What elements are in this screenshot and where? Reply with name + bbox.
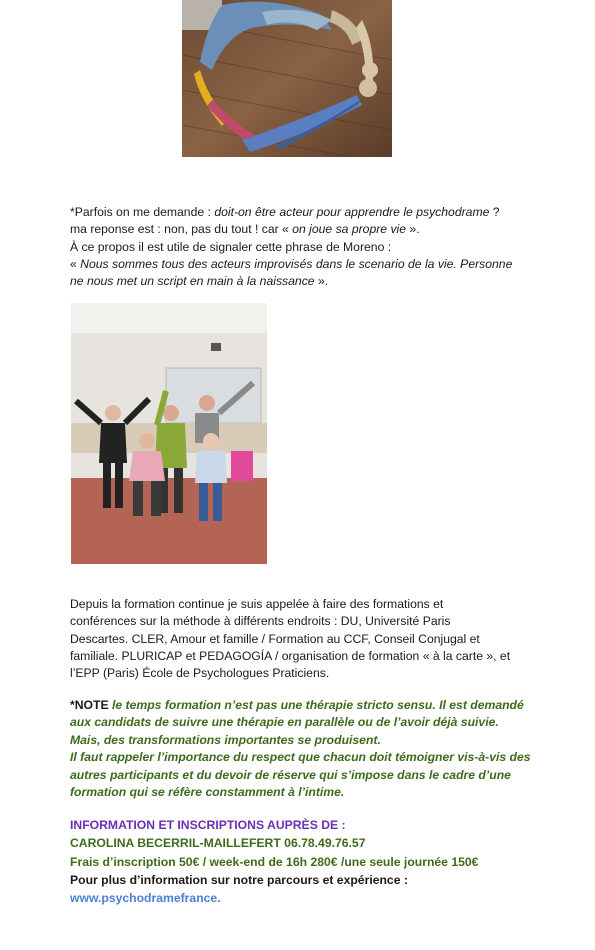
photo-ties-on-floor	[182, 0, 392, 157]
more-info-line: Pour plus d’information sur notre parcours et expérience :	[70, 872, 408, 887]
fees-line: Frais d’inscription 50€ / week-end de 16h 280€ /une seule journée 150€	[70, 854, 479, 869]
quote-text: ».	[406, 222, 420, 237]
quote-intro: À ce propos il est utile de signaler cette phrase de Moreno :	[70, 239, 392, 254]
moreno-quote: Nous sommes tous des acteurs improvisés dans le scenario de la vie. Personne	[80, 256, 513, 271]
contact-line: CAROLINA BECERRIL-MAILLEFERT 06.78.49.76.57	[70, 836, 366, 851]
quote-question: doit-on être acteur pour apprendre le psychodrame	[214, 205, 490, 219]
quote-text: ?	[489, 205, 500, 219]
info-section	[70, 816, 535, 907]
quote-text: *Parfois on me demande :	[70, 205, 215, 219]
formation-paragraph	[70, 596, 535, 682]
quote-text: «	[70, 256, 81, 271]
note-line: formation qui se réfère constamment à l’intime.	[70, 785, 345, 800]
note-line: aux candidats de suivre une thérapie en parallèle ou de l’avoir déjà suivie.	[70, 715, 499, 730]
photo-group-participants	[71, 303, 267, 564]
quote-text: ma reponse est : non, pas du tout ! car «	[70, 222, 293, 237]
website-link[interactable]: www.psychodramefrance.	[70, 891, 221, 906]
moreno-quote-paragraph	[70, 204, 535, 290]
moreno-quote: ne nous met un script en main à la naissance	[70, 274, 315, 289]
quote-answer: on joue sa propre vie	[292, 222, 407, 237]
info-heading: INFORMATION ET INSCRIPTIONS AUPRÈS DE :	[70, 818, 346, 832]
note-label: *NOTE	[70, 698, 109, 712]
quote-text: ».	[314, 274, 329, 289]
note-paragraph	[70, 697, 540, 801]
note-line: autres participants et du devoir de réserve qui s’impose dans le cadre d’une	[70, 767, 511, 782]
formation-line: conférences sur la méthode à différents endroits : DU, Université Paris	[70, 614, 451, 629]
formation-line: Descartes. CLER, Amour et famille / Formation au CCF, Conseil Conjugal et	[70, 631, 480, 646]
formation-line: Depuis la formation continue je suis appelée à faire des formations et	[70, 597, 444, 611]
formation-line: familiale. PLURICAP et PEDAGOGÍA / organisation de formation « à la carte », et	[70, 648, 511, 663]
formation-line: l’EPP (Paris) École de Psychologues Praticiens.	[70, 666, 330, 681]
note-line: Mais, des transformations importantes se produisent.	[70, 732, 381, 747]
note-line: le temps formation n’est pas une thérapie stricto sensu. Il est demandé	[108, 698, 524, 712]
note-line: Il faut rappeler l’importance du respect que chacun doit témoigner vis-à-vis des	[70, 750, 531, 765]
